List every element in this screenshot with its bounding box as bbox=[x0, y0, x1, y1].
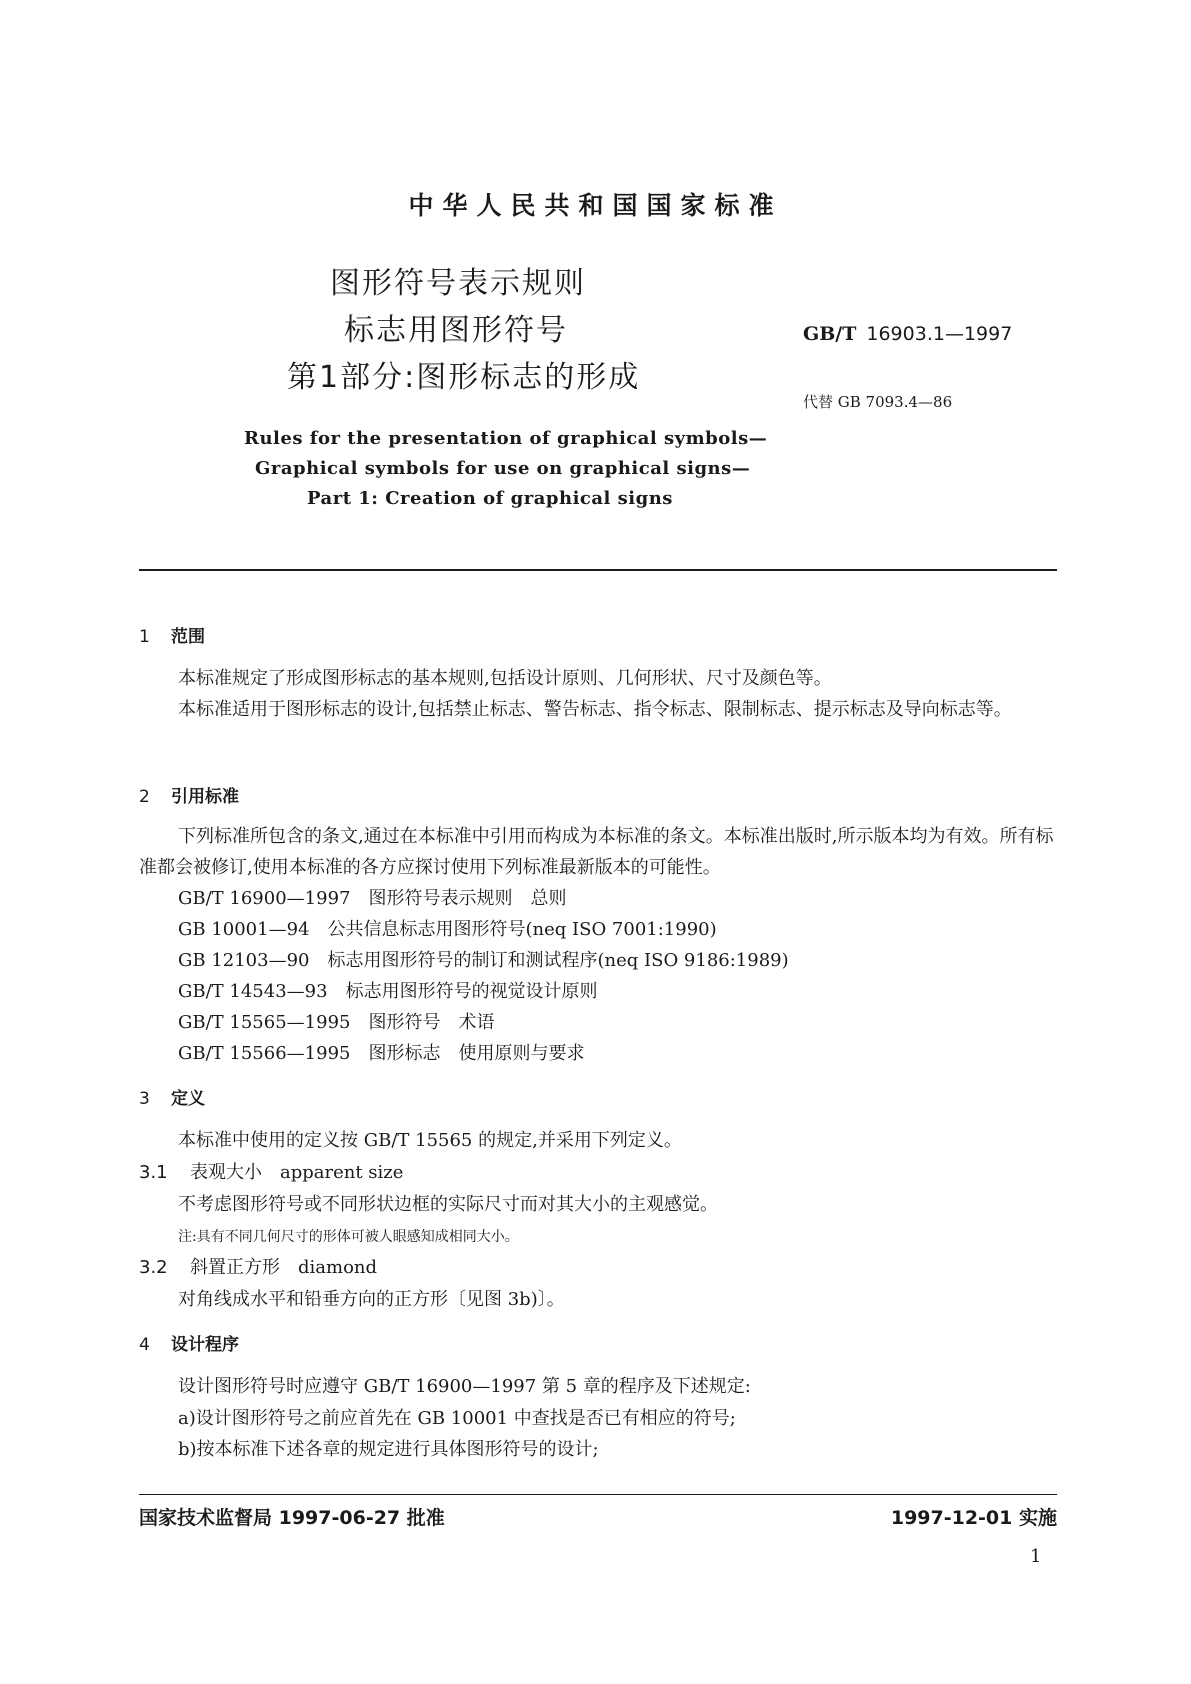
section-2-para-1: 下列标准所包含的条文,通过在本标准中引用而构成为本标准的条文。本标准出版时,所示版本均为有效。所有标准都会被修订,使用本标准的各方应探讨使用下列标准最新版本的可能性。 bbox=[139, 826, 1054, 878]
section-4-item-b: b)按本标准下述各章的规定进行具体图形符号的设计; bbox=[178, 1439, 599, 1460]
title-en-line3: Part 1: Creation of graphical signs bbox=[307, 488, 673, 509]
section-3-title: 定义 bbox=[171, 1089, 205, 1109]
definition-3-2-text: 对角线成水平和铅垂方向的正方形〔见图 3b)〕。 bbox=[178, 1289, 565, 1310]
reference-item: GB 10001—94 公共信息标志用图形符号(neq ISO 7001:1990) bbox=[178, 919, 717, 940]
reference-item: GB/T 15565—1995 图形符号 术语 bbox=[178, 1012, 495, 1033]
standard-prefix: GB/T bbox=[803, 323, 857, 345]
section-2-number: 2 bbox=[139, 787, 150, 807]
footer-divider bbox=[139, 1494, 1057, 1495]
definition-3-1-heading bbox=[139, 1158, 403, 1184]
section-1-title: 范围 bbox=[171, 627, 205, 647]
section-1-para-1: 本标准规定了形成图形标志的基本规则,包括设计原则、几何形状、尺寸及颜色等。 bbox=[178, 668, 832, 689]
effective-date: 1997-12-01 实施 bbox=[890, 1507, 1057, 1529]
definition-3-1-note: 注:具有不同几何尺寸的形体可被人眼感知成相同大小。 bbox=[178, 1229, 519, 1245]
section-4-item-a: a)设计图形符号之前应首先在 GB 10001 中查找是否已有相应的符号; bbox=[178, 1408, 736, 1429]
section-1-heading bbox=[139, 622, 205, 647]
approval-date: 国家技术监督局 1997-06-27 批准 bbox=[139, 1507, 445, 1529]
reference-item: GB/T 16900—1997 图形符号表示规则 总则 bbox=[178, 888, 567, 909]
section-2-heading bbox=[139, 782, 239, 807]
standard-number: 16903.1—1997 bbox=[866, 323, 1013, 345]
section-4-number: 4 bbox=[139, 1335, 150, 1355]
section-3-number: 3 bbox=[139, 1089, 150, 1109]
replaces-standard: 代替 GB 7093.4—86 bbox=[803, 393, 953, 411]
section-2-title: 引用标准 bbox=[171, 787, 239, 807]
section-4-para-1: 设计图形符号时应遵守 GB/T 16900—1997 第 5 章的程序及下述规定: bbox=[178, 1376, 751, 1397]
definition-3-2-heading bbox=[139, 1253, 377, 1279]
section-4-title: 设计程序 bbox=[171, 1335, 239, 1355]
section-1-para-2: 本标准适用于图形标志的设计,包括禁止标志、警告标志、指令标志、限制标志、提示标志及导向标志等。 bbox=[178, 699, 1012, 720]
section-4-heading bbox=[139, 1330, 239, 1355]
standard-code bbox=[803, 323, 1012, 345]
title-cn-line1: 图形符号表示规则 bbox=[330, 266, 586, 301]
section-1-number: 1 bbox=[139, 627, 150, 647]
section-3-para-1: 本标准中使用的定义按 GB/T 15565 的规定,并采用下列定义。 bbox=[178, 1130, 682, 1151]
definition-3-1-term: 表观大小 apparent size bbox=[190, 1162, 404, 1183]
definition-3-2-term: 斜置正方形 diamond bbox=[190, 1257, 378, 1278]
title-cn-line3: 第1部分:图形标志的形成 bbox=[287, 360, 641, 395]
section-3-heading bbox=[139, 1084, 205, 1109]
title-en-line1: Rules for the presentation of graphical symbols— bbox=[244, 428, 768, 449]
definition-3-1-number: 3.1 bbox=[139, 1162, 168, 1183]
title-en-line2: Graphical symbols for use on graphical signs— bbox=[255, 458, 751, 479]
page-number: 1 bbox=[1030, 1546, 1042, 1567]
definition-3-1-text: 不考虑图形符号或不同形状边框的实际尺寸而对其大小的主观感觉。 bbox=[178, 1194, 718, 1215]
title-cn-line2: 标志用图形符号 bbox=[344, 313, 568, 348]
national-standard-header: 中华人民共和国国家标准 bbox=[408, 191, 783, 220]
definition-3-2-number: 3.2 bbox=[139, 1257, 168, 1278]
reference-item: GB/T 14543—93 标志用图形符号的视觉设计原则 bbox=[178, 981, 598, 1002]
reference-item: GB 12103—90 标志用图形符号的制订和测试程序(neq ISO 9186:1989) bbox=[178, 950, 789, 971]
header-divider bbox=[139, 569, 1057, 571]
reference-item: GB/T 15566—1995 图形标志 使用原则与要求 bbox=[178, 1043, 585, 1064]
